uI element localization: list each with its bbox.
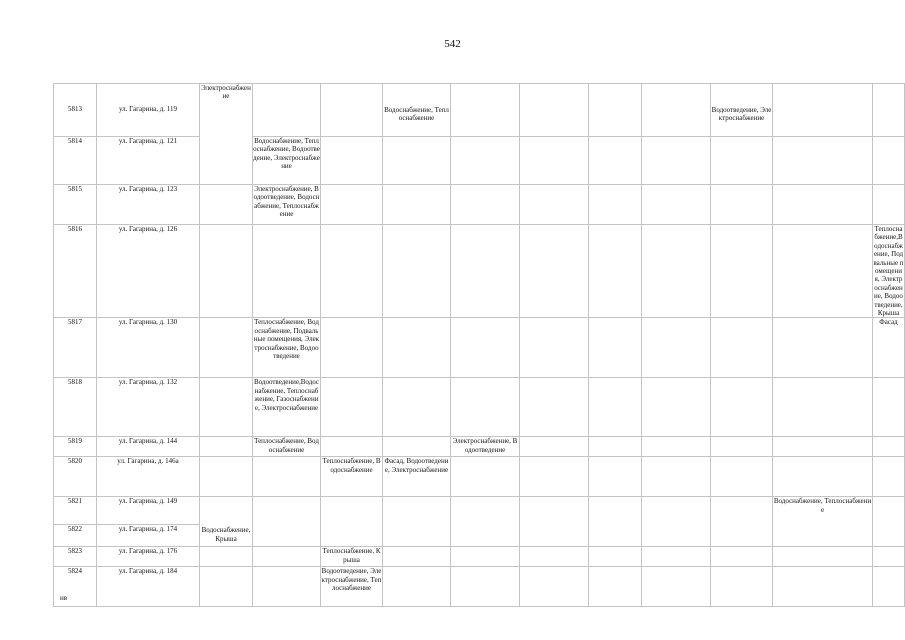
- cell: [451, 567, 520, 607]
- cell: [873, 185, 905, 225]
- cell: [711, 185, 773, 225]
- row-number: 5814: [54, 137, 97, 185]
- row-number: 5818: [54, 378, 97, 437]
- cell: [321, 185, 383, 225]
- cell: [589, 457, 642, 497]
- cell: [520, 378, 589, 437]
- cell: [383, 185, 451, 225]
- cell: [200, 225, 253, 318]
- cell: [773, 225, 873, 318]
- cell: Теплоснабжение, Водоснабжение: [321, 457, 383, 497]
- cell: Водоснабжение, Теплоснабжение: [773, 497, 873, 547]
- row-address: ул. Гагарина, д. 144: [97, 437, 200, 457]
- table-row: [54, 437, 905, 457]
- cell: [642, 137, 711, 185]
- cell: Водоотведение, Электроснабжение: [711, 84, 773, 137]
- cell: [711, 378, 773, 437]
- cell: [253, 225, 321, 318]
- cell: [589, 185, 642, 225]
- cell: [873, 547, 905, 567]
- cell: [321, 318, 383, 378]
- cell: Теплоснабжение,Водоснабжение, Подвальные помещения, Электроснабжение, Водоотведение, Крыша: [873, 225, 904, 318]
- table-row: [54, 225, 905, 318]
- cell: [773, 457, 873, 497]
- cell: [589, 497, 642, 547]
- cell: [873, 437, 905, 457]
- cell: [383, 437, 451, 457]
- cell: [451, 497, 520, 547]
- cell: [321, 84, 383, 137]
- cell: [773, 84, 873, 137]
- row-address: ул. Гагарина, д. 149: [97, 497, 200, 525]
- cell: [520, 457, 589, 497]
- cell: [711, 567, 773, 607]
- cell: [589, 318, 642, 378]
- cell: [383, 318, 451, 378]
- cell: [383, 225, 451, 318]
- cell: Электроснабжение, Водоотведение, Водоснабжение, Теплоснабжение: [253, 185, 321, 225]
- row-number: 5816: [54, 225, 97, 318]
- cell: [200, 457, 253, 497]
- cell: Водоотведение, Электроснабжение, Теплоснабжение: [321, 567, 383, 607]
- cell: [589, 437, 642, 457]
- cell: [451, 137, 520, 185]
- cell: [200, 547, 253, 567]
- cell: [589, 137, 642, 185]
- cell: [642, 437, 711, 457]
- cell: [642, 457, 711, 497]
- cell: [200, 437, 253, 457]
- cell: [520, 84, 589, 137]
- table-row: [54, 497, 905, 525]
- row-address: ул. Гагарина, д. 123: [97, 185, 200, 225]
- data-table: [53, 83, 905, 607]
- cell: Водоснабжение, Крыша: [200, 497, 253, 547]
- cell: Электроснабжение, Водоотведение: [451, 437, 520, 457]
- cell: [253, 547, 321, 567]
- table-row: [54, 84, 905, 137]
- table-row: [54, 137, 905, 185]
- cell: [711, 497, 773, 547]
- cell: [383, 567, 451, 607]
- cell: [520, 137, 589, 185]
- page-number: 542: [444, 38, 461, 50]
- cell: [711, 547, 773, 567]
- cell: [642, 497, 711, 547]
- cell: [253, 84, 321, 137]
- cell: [589, 378, 642, 437]
- cell: [451, 225, 520, 318]
- cell: [451, 185, 520, 225]
- cell: [451, 378, 520, 437]
- row-number: 5822: [54, 525, 97, 547]
- row-number: 5824: [54, 567, 97, 607]
- cell: [642, 567, 711, 607]
- cell: [321, 437, 383, 457]
- row-number: 5813: [54, 84, 97, 137]
- cell: [773, 318, 873, 378]
- cell: [873, 84, 905, 137]
- cell: [589, 84, 642, 137]
- cell: [711, 137, 773, 185]
- cell: [773, 567, 873, 607]
- row-number: 5819: [54, 437, 97, 457]
- cell: [451, 318, 520, 378]
- cell: [642, 185, 711, 225]
- cell: [451, 457, 520, 497]
- table-row: [54, 547, 905, 567]
- cell: [321, 378, 383, 437]
- table-row: [54, 457, 905, 497]
- cell: [383, 137, 451, 185]
- cell: [711, 225, 773, 318]
- row-number: 5820: [54, 457, 97, 497]
- cell: [321, 497, 383, 547]
- row-address: ул. Гагарина, д. 132: [97, 378, 200, 437]
- cell: [253, 457, 321, 497]
- cell: [253, 567, 321, 607]
- row-address: ул. Гагарина, д. 130: [97, 318, 200, 378]
- cell: [711, 457, 773, 497]
- cell: [873, 497, 905, 547]
- cell: [520, 225, 589, 318]
- cell: [873, 457, 905, 497]
- cell: [711, 437, 773, 457]
- cell: [520, 547, 589, 567]
- cell: Теплоснабжение, Водоснабжение: [253, 437, 321, 457]
- cell: [451, 547, 520, 567]
- table-row: [54, 378, 905, 437]
- cell: [520, 497, 589, 547]
- cell: [642, 547, 711, 567]
- page-footer-mark: нв: [60, 594, 68, 602]
- cell: [520, 185, 589, 225]
- row-number: 5823: [54, 547, 97, 567]
- cell: [321, 137, 383, 185]
- row-address: ул. Гагарина, д. 146а: [97, 457, 200, 497]
- cell: [383, 378, 451, 437]
- cell: [773, 185, 873, 225]
- cell: [321, 225, 383, 318]
- cell: [451, 84, 520, 137]
- row-address: ул. Гагарина, д. 121: [97, 137, 200, 185]
- row-number: 5815: [54, 185, 97, 225]
- cell: [253, 497, 321, 547]
- cell: [200, 185, 253, 225]
- cell: Электроснабжение: [200, 84, 253, 185]
- cell: [873, 378, 905, 437]
- cell: [773, 137, 873, 185]
- cell: [200, 567, 253, 607]
- cell: [383, 547, 451, 567]
- cell: Фасад: [873, 318, 905, 378]
- cell: Теплоснабжение, Крыша: [321, 547, 383, 567]
- cell: [589, 547, 642, 567]
- cell: [773, 437, 873, 457]
- cell: [873, 567, 905, 607]
- cell: [642, 225, 711, 318]
- cell: [773, 547, 873, 567]
- cell: [642, 378, 711, 437]
- row-address: ул. Гагарина, д. 176: [97, 547, 200, 567]
- cell: Водоотведение,Водоснабжение, Теплоснабжение, Газоснабжение, Электроснабжение: [253, 378, 321, 437]
- cell: [520, 567, 589, 607]
- table-row: [54, 185, 905, 225]
- cell: [642, 318, 711, 378]
- cell: [642, 84, 711, 137]
- row-address: ул. Гагарина, д. 119: [97, 84, 200, 137]
- cell: [200, 378, 253, 437]
- row-address: ул. Гагарина, д. 174: [97, 525, 200, 547]
- cell: [589, 225, 642, 318]
- cell: [773, 378, 873, 437]
- row-address: ул. Гагарина, д. 184: [97, 567, 200, 607]
- cell: Фасад, Водоотведение, Электроснабжение: [383, 457, 451, 497]
- cell: [520, 437, 589, 457]
- row-number: 5817: [54, 318, 97, 378]
- cell: Водоснабжение, Теплоснабжение: [383, 84, 451, 137]
- cell: [873, 137, 905, 185]
- cell: Теплоснабжение, Водоснабжение, Подвальные помещения, Электроснабжение, Водоотведение: [253, 318, 321, 378]
- cell: [200, 318, 253, 378]
- row-address: ул. Гагарина, д. 126: [97, 225, 200, 318]
- cell: [520, 318, 589, 378]
- cell: [589, 567, 642, 607]
- table-row: [54, 567, 905, 607]
- cell: Водоснабжение, Теплоснабжение, Водоотведение, Электроснабжение: [253, 137, 321, 185]
- cell: [711, 318, 773, 378]
- table-row: [54, 318, 905, 378]
- cell: [383, 497, 451, 547]
- row-number: 5821: [54, 497, 97, 525]
